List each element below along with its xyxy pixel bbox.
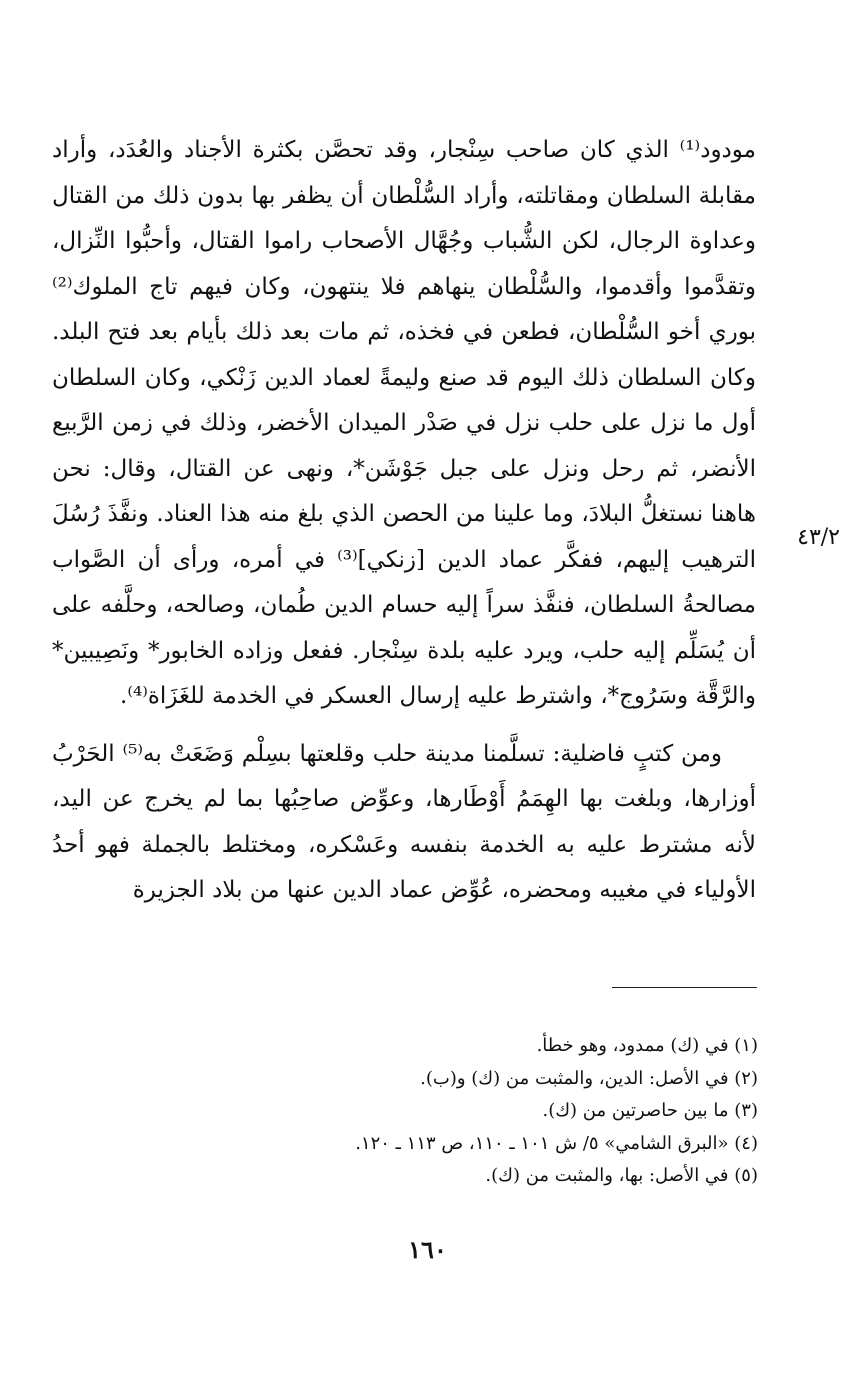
footnote-1: (١) في (ك) ممدود، وهو خطأ. — [536, 1035, 758, 1056]
footnote-2: (٢) في الأصل: الدين، والمثبت من (ك) و(ب). — [420, 1067, 758, 1089]
margin-source-reference: ٤٣/٢ — [797, 525, 840, 550]
page-number: ١٦٠ — [408, 1235, 447, 1264]
footnote-5: (٥) في الأصل: بها، والمثبت من (ك). — [485, 1165, 758, 1186]
body-paragraph-2: ومن كتبٍ فاضلية: تسلَّمنا مدينة حلب وقلعتها بسِلْم وَضَعَتْ به⁽⁵⁾ الحَرْبُ أوزارها، وبلغت بها الهِمَمُ أَوْطَارها، وعوِّض صاحِبُها بما لم يخرج عن اليد، لأنه مشترط عليه به الخدمة بنفسه وعَسْكره، ومختلط بالجملة فهو أحدُ الأولياء في مغيبه ومحضره، عُوِّض عماد الدين عنها من بلاد الجزيرة — [52, 740, 756, 903]
body-paragraph-1: مودود⁽¹⁾ الذي كان صاحب سِنْجار، وقد تحصَّن بكثرة الأجناد والعُدَد، وأراد مقابلة السلطان ومقاتلته، وأراد السُّلْطان أن يظفر بها بدون ذلك من القتال وعداوة الرجال، لكن الشُّباب وجُهَّال الأصحاب راموا القتال، وأحبُّوا النِّزال، وتقدَّموا وأقدموا، والسُّلْطان ينهاهم فلا ينتهون، وكان فيهم تاج الملوك⁽²⁾ بوري أخو السُّلْطان، فطعن في فخذه، ثم مات بعد ذلك بأيام بعد فتح البلد. وكان السلطان ذلك اليوم قد صنع وليمةً لعماد الدين زَنْكي، وكان السلطان أول ما نزل على حلب نزل في صَدْر الميدان الأخضر، وذلك في زمن الرَّبيع الأنضر، ثم رحل ونزل على جبل جَوْشَن*، ونهى عن القتال، وقال: نحن هاهنا نستغلُّ البلادَ، وما علينا من الحصن الذي بلغ منه هذا العناد. ونفَّذَ رُسُلَ الترهيب إليهم، ففكَّر عماد الدين [زنكي]⁽³⁾ في أمره، ورأى أن الصَّواب مصالحةُ السلطان، فنفَّذ سراً إليه حسام الدين طُمان، وصالحه، وحلَّفه على أن يُسَلِّم إليه حلب، ويرد عليه بلدة سِنْجار. ففعل وزاده الخابور* ونَصِيبين* والرَّقَّة وسَرُوج*، واشترط عليه إرسال العسكر في الخدمة للغَزَاة⁽⁴⁾. — [52, 137, 756, 709]
footnotes — [200, 1030, 758, 1193]
footnote-4: (٤) «البرق الشامي» ٥/ ش ١٠١ ـ ١١٠، ص ١١٣ ـ ١٢٠. — [355, 1132, 758, 1154]
footnote-3: (٣) ما بين حاصرتين من (ك). — [542, 1100, 758, 1121]
main-text-block — [52, 128, 756, 914]
footnote-divider — [612, 987, 757, 988]
